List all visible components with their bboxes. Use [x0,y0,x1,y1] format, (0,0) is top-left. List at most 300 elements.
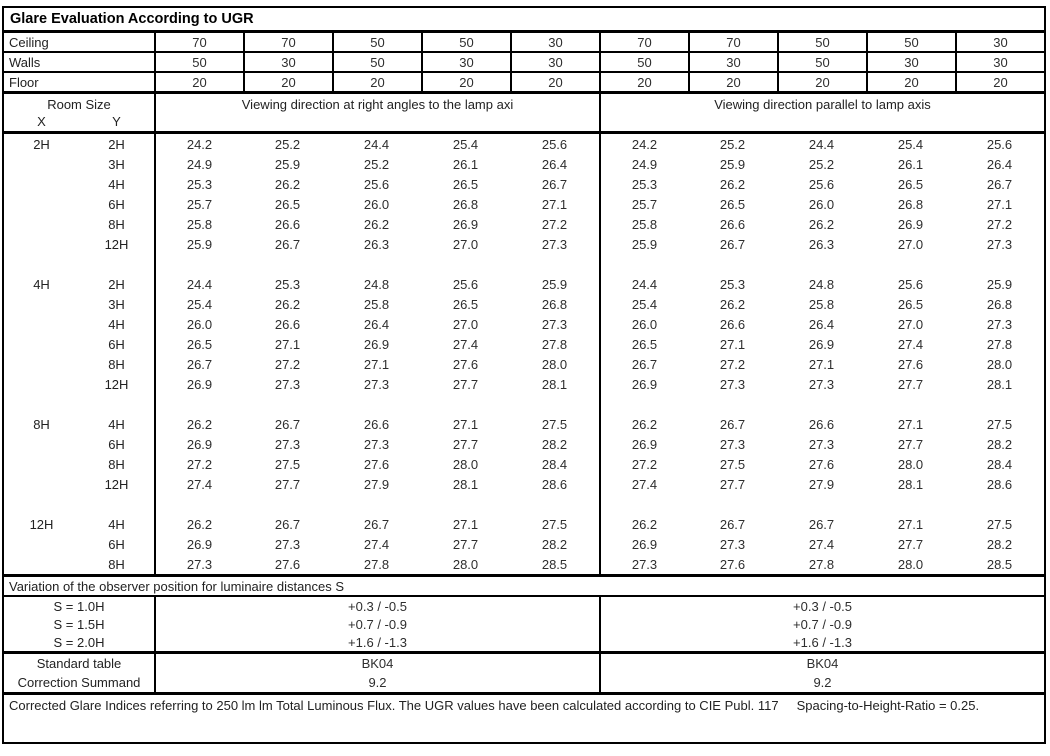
ugr-value-left: 27.2 [274,356,301,372]
spacer-cell [421,394,510,414]
ugr-value-right: 24.9 [599,154,688,174]
ugr-value-left: 27.3 [274,436,301,452]
ugr-row [4,154,1044,174]
room-y-value: 3H [108,296,125,312]
ugr-value-right: 26.9 [599,374,688,394]
ugr-value-right: 27.5 [986,416,1013,432]
ugr-value-left: 27.2 [541,216,568,232]
ugr-value-right: 25.2 [719,136,746,152]
ugr-value-right: 27.1 [808,356,835,372]
ugr-value-left: 26.6 [274,316,301,332]
ugr-value-right: 27.3 [599,554,688,574]
surface-value: 50 [332,53,421,71]
spacer-row [4,494,1044,514]
surface-value: 50 [599,53,688,71]
room-x-value [4,554,79,574]
ugr-value-right: 27.3 [986,316,1013,332]
spacer-cell [510,254,599,274]
ugr-value-right: 25.2 [808,156,835,172]
ugr-value-left: 27.8 [363,556,390,572]
spacer-row [4,394,1044,414]
ugr-value-right: 28.0 [897,556,924,572]
surface-row [4,33,1044,53]
surface-value: 50 [777,33,866,51]
surface-value: 20 [866,73,955,91]
ugr-value-left: 27.9 [363,476,390,492]
room-y-value: 8H [108,216,125,232]
room-x-value [4,174,79,194]
variation-right-value: +1.6 / -1.3 [599,633,1044,651]
ugr-value-right: 25.6 [986,136,1013,152]
ugr-value-left: 27.8 [541,336,568,352]
ugr-value-right: 28.5 [986,556,1013,572]
ugr-value-left: 27.6 [274,556,301,572]
spacer-cell [599,394,688,414]
spacer-cell [955,254,1044,274]
ugr-value-left: 28.0 [452,456,479,472]
ugr-value-left: 26.4 [363,316,390,332]
ugr-value-right: 26.6 [808,416,835,432]
ugr-value-right: 26.5 [719,196,746,212]
ugr-value-right: 27.3 [808,436,835,452]
surface-value: 20 [599,73,688,91]
ugr-value-left: 26.7 [154,354,243,374]
room-y-value: 4H [108,176,125,192]
ugr-value-left: 25.3 [274,276,301,292]
ugr-value-left: 26.8 [452,196,479,212]
spacer-cell [777,494,866,514]
ugr-value-right: 26.2 [599,414,688,434]
ugr-value-left: 27.4 [363,536,390,552]
spacer-cell [955,394,1044,414]
ugr-value-right: 26.4 [808,316,835,332]
ugr-value-right: 24.8 [808,276,835,292]
surface-value: 70 [688,33,777,51]
spacer-cell [332,394,421,414]
xy-labels [4,114,154,131]
spacer-cell [79,394,154,414]
room-y-value: 8H [108,356,125,372]
ugr-value-left: 26.9 [154,374,243,394]
ugr-row [4,514,1044,534]
ugr-value-left: 27.0 [452,316,479,332]
ugr-value-right: 25.9 [986,276,1013,292]
ugr-value-left: 26.7 [541,176,568,192]
ugr-value-left: 26.5 [154,334,243,354]
room-y-value: 2H [108,276,125,292]
ugr-value-right: 26.7 [808,516,835,532]
ugr-value-left: 26.0 [363,196,390,212]
ugr-value-left: 27.6 [363,456,390,472]
ugr-value-left: 26.5 [452,296,479,312]
surface-value: 20 [510,73,599,91]
ugr-value-right: 26.0 [599,314,688,334]
surface-value: 50 [866,33,955,51]
ugr-value-right: 26.4 [986,156,1013,172]
surface-value: 50 [154,53,243,71]
spacer-cell [332,254,421,274]
ugr-value-right: 27.7 [897,376,924,392]
ugr-value-left: 26.7 [274,236,301,252]
ugr-value-left: 27.3 [541,236,568,252]
ugr-value-left: 28.4 [541,456,568,472]
ugr-value-left: 26.7 [274,416,301,432]
ugr-value-right: 27.3 [719,436,746,452]
ugr-value-left: 27.2 [154,454,243,474]
spacer-cell [79,254,154,274]
ugr-value-left: 27.7 [452,436,479,452]
ugr-row [4,274,1044,294]
ugr-value-left: 26.4 [541,156,568,172]
ugr-value-left: 24.9 [154,154,243,174]
room-x-value [4,334,79,354]
ugr-value-right: 26.9 [808,336,835,352]
surface-row [4,73,1044,94]
ugr-value-left: 27.7 [274,476,301,492]
ugr-row [4,534,1044,554]
ugr-value-right: 25.6 [897,276,924,292]
surface-value: 30 [421,53,510,71]
ugr-value-left: 26.3 [363,236,390,252]
ugr-value-left: 25.9 [274,156,301,172]
room-x-value [4,474,79,494]
spacer-cell [866,494,955,514]
room-y-value: 6H [108,536,125,552]
ugr-value-left: 27.6 [452,356,479,372]
room-x-value [4,354,79,374]
ugr-value-right: 28.6 [986,476,1013,492]
left-direction-header: Viewing direction at right angles to the lamp axi [154,94,599,131]
variation-row-item [4,615,1044,633]
spacer-cell [777,394,866,414]
ugr-value-left: 25.6 [541,136,568,152]
room-x-value: 2H [33,136,50,152]
room-size-header [4,94,154,131]
ugr-value-left: 28.2 [541,536,568,552]
ugr-value-left: 26.8 [541,296,568,312]
surface-value: 20 [243,73,332,91]
surface-value: 30 [243,53,332,71]
ugr-value-left: 27.1 [452,416,479,432]
ugr-value-left: 26.9 [452,216,479,232]
spacer-cell [4,254,79,274]
spacer-cell [688,394,777,414]
spacer-cell [243,254,332,274]
ugr-value-left: 25.4 [452,136,479,152]
ugr-value-right: 26.9 [897,216,924,232]
summary-row [4,654,1044,673]
ugr-value-left: 27.4 [154,474,243,494]
ugr-value-right: 27.1 [719,336,746,352]
ugr-value-left: 26.9 [154,534,243,554]
spacer-cell [4,494,79,514]
ugr-value-left: 27.3 [274,376,301,392]
ugr-row [4,174,1044,194]
ugr-value-left: 24.8 [363,276,390,292]
ugr-row [4,294,1044,314]
spacer-cell [154,494,243,514]
surface-row [4,53,1044,73]
surface-value: 50 [332,33,421,51]
surface-label: Ceiling [9,34,49,50]
room-y-value: 4H [108,416,125,432]
surface-value: 70 [599,33,688,51]
ugr-value-left: 27.7 [452,376,479,392]
ugr-value-right: 27.1 [897,516,924,532]
room-x-value [4,434,79,454]
ugr-value-right: 27.3 [808,376,835,392]
summary-left-value: 9.2 [154,673,599,692]
ugr-value-right: 26.2 [719,296,746,312]
room-x-value [4,374,79,394]
room-y-value: 6H [108,336,125,352]
ugr-value-right: 27.7 [719,476,746,492]
ugr-value-left: 26.2 [274,176,301,192]
spacer-cell [688,494,777,514]
ugr-value-right: 25.8 [808,296,835,312]
ugr-value-right: 26.2 [719,176,746,192]
spacer-cell [243,394,332,414]
ugr-value-right: 27.3 [719,376,746,392]
spacer-cell [154,254,243,274]
ugr-value-left: 28.1 [541,376,568,392]
ugr-value-left: 25.6 [452,276,479,292]
y-axis-label: Y [112,114,121,129]
ugr-value-right: 25.4 [599,294,688,314]
summary-left-value: BK04 [154,654,599,673]
variation-row-item [4,633,1044,651]
ugr-value-left: 28.1 [452,476,479,492]
ugr-value-left: 27.5 [541,416,568,432]
ugr-value-right: 26.9 [599,434,688,454]
room-x-value: 4H [33,276,50,292]
ugr-value-left: 27.3 [154,554,243,574]
ugr-value-right: 27.2 [986,216,1013,232]
ugr-table [2,6,1046,744]
ugr-value-left: 25.8 [363,296,390,312]
summary-label: Correction Summand [17,675,141,690]
ugr-row [4,454,1044,474]
ugr-row [4,414,1044,434]
spacer-cell [154,394,243,414]
room-y-value: 12H [104,476,129,492]
room-y-value: 4H [108,316,125,332]
ugr-value-right: 28.1 [897,476,924,492]
spacer-cell [243,494,332,514]
ugr-value-right: 27.6 [897,356,924,372]
ugr-value-right: 26.8 [986,296,1013,312]
ugr-value-right: 27.1 [986,196,1013,212]
ugr-value-left: 27.1 [363,356,390,372]
ugr-value-right: 26.9 [599,534,688,554]
spacer-cell [866,254,955,274]
spacer-row [4,254,1044,274]
ugr-value-left: 26.7 [363,516,390,532]
room-y-value: 8H [108,456,125,472]
room-x-value [4,234,79,254]
ugr-row [4,434,1044,454]
right-direction-header: Viewing direction parallel to lamp axis [599,94,1044,131]
ugr-value-right: 27.4 [897,336,924,352]
surface-value: 50 [421,33,510,51]
ugr-value-right: 27.3 [719,536,746,552]
variation-right-value: +0.3 / -0.5 [599,597,1044,615]
ugr-value-right: 28.0 [897,456,924,472]
ugr-value-right: 28.2 [986,536,1013,552]
variation-heading: Variation of the observer position for luminaire distances S [4,574,1044,597]
room-size-label: Room Size [47,97,111,112]
ugr-value-right: 27.4 [599,474,688,494]
room-y-value: 6H [108,196,125,212]
surface-section [4,33,1044,94]
ugr-row [4,214,1044,234]
spacer-cell [510,494,599,514]
surface-value: 20 [955,73,1044,91]
ugr-value-left: 26.6 [274,216,301,232]
spacer-cell [866,394,955,414]
ugr-value-left: 27.3 [363,436,390,452]
ugr-value-left: 26.9 [154,434,243,454]
ugr-value-left: 26.5 [452,176,479,192]
summary-row [4,673,1044,692]
ugr-value-left: 28.5 [541,556,568,572]
surface-value: 20 [332,73,421,91]
ugr-value-right: 27.1 [897,416,924,432]
ugr-value-right: 26.5 [599,334,688,354]
room-y-value: 12H [104,236,129,252]
ugr-value-left: 26.2 [154,414,243,434]
spacer-cell [421,254,510,274]
ugr-value-right: 25.6 [808,176,835,192]
spacer-cell [4,394,79,414]
ugr-value-left: 27.5 [274,456,301,472]
variation-label: S = 1.0H [53,598,105,614]
ugr-value-left: 26.2 [274,296,301,312]
ugr-value-right: 27.0 [897,316,924,332]
ugr-value-right: 27.2 [719,356,746,372]
ugr-value-left: 27.1 [274,336,301,352]
room-y-value: 4H [108,516,125,532]
surface-label: Walls [9,54,41,70]
spacer-cell [777,254,866,274]
ugr-value-right: 26.6 [719,216,746,232]
spacer-cell [955,494,1044,514]
variation-right-value: +0.7 / -0.9 [599,615,1044,633]
ugr-body [4,134,1044,574]
ugr-value-right: 28.0 [986,356,1013,372]
ugr-value-left: 27.1 [452,516,479,532]
ugr-row [4,134,1044,154]
ugr-value-left: 26.9 [363,336,390,352]
ugr-value-right: 26.8 [897,196,924,212]
room-x-value [4,214,79,234]
room-y-value: 12H [104,376,129,392]
ugr-value-right: 26.3 [808,236,835,252]
surface-value: 20 [777,73,866,91]
ugr-value-right: 27.2 [599,454,688,474]
ugr-value-right: 27.4 [808,536,835,552]
ugr-value-right: 26.5 [897,176,924,192]
variation-left-value: +1.6 / -1.3 [154,633,599,651]
variation-left-value: +0.7 / -0.9 [154,615,599,633]
ugr-value-right: 24.2 [599,134,688,154]
ugr-value-left: 27.1 [541,196,568,212]
surface-value: 20 [421,73,510,91]
room-x-value [4,454,79,474]
spacer-cell [599,254,688,274]
ugr-value-left: 25.7 [154,194,243,214]
room-x-value [4,154,79,174]
spacer-cell [599,494,688,514]
ugr-value-right: 26.1 [897,156,924,172]
ugr-value-right: 27.8 [986,336,1013,352]
ugr-value-left: 24.4 [363,136,390,152]
surface-value: 30 [955,53,1044,71]
surface-value: 30 [510,33,599,51]
spacer-cell [510,394,599,414]
ugr-value-right: 25.9 [719,156,746,172]
ugr-value-left: 26.1 [452,156,479,172]
ugr-row [4,354,1044,374]
room-y-value: 8H [108,556,125,572]
surface-value: 70 [154,33,243,51]
ugr-value-left: 28.6 [541,476,568,492]
page-title: Glare Evaluation According to UGR [4,8,1044,33]
ugr-value-right: 27.5 [986,516,1013,532]
room-x-value: 12H [29,516,54,532]
ugr-value-right: 27.6 [719,556,746,572]
ugr-value-right: 25.8 [599,214,688,234]
ugr-value-left: 28.2 [541,436,568,452]
ugr-value-left: 28.0 [452,556,479,572]
surface-value: 30 [688,53,777,71]
ugr-value-left: 27.7 [452,536,479,552]
ugr-value-left: 27.3 [541,316,568,332]
room-x-value [4,534,79,554]
variation-left-value: +0.3 / -0.5 [154,597,599,615]
ugr-value-left: 27.3 [274,536,301,552]
ugr-value-right: 26.0 [808,196,835,212]
ugr-value-left: 27.4 [452,336,479,352]
ugr-value-right: 26.7 [719,416,746,432]
ugr-value-right: 25.7 [599,194,688,214]
footer-note: Corrected Glare Indices referring to 250 lm lm Total Luminous Flux. The UGR values have been calculated according to CIE Publ. 117 Spacing-to-Height-Ratio = 0.25. [9,698,980,713]
ugr-value-right: 27.5 [719,456,746,472]
ugr-value-right: 26.2 [808,216,835,232]
ugr-value-right: 27.6 [808,456,835,472]
ugr-value-right: 26.7 [719,516,746,532]
ugr-value-right: 28.1 [986,376,1013,392]
summary-section [4,654,1044,695]
header-row [4,94,1044,134]
ugr-value-right: 27.7 [897,536,924,552]
ugr-value-right: 24.4 [599,274,688,294]
room-x-value [4,194,79,214]
variation-section [4,597,1044,654]
ugr-row [4,234,1044,254]
variation-label: S = 2.0H [53,634,105,650]
ugr-value-left: 24.4 [154,274,243,294]
ugr-value-left: 26.6 [363,416,390,432]
surface-label: Floor [9,74,39,90]
ugr-value-right: 26.2 [599,514,688,534]
ugr-value-right: 26.7 [599,354,688,374]
surface-value: 50 [777,53,866,71]
room-y-value: 3H [108,156,125,172]
ugr-value-right: 27.0 [897,236,924,252]
room-x-value [4,294,79,314]
ugr-value-right: 27.3 [986,236,1013,252]
